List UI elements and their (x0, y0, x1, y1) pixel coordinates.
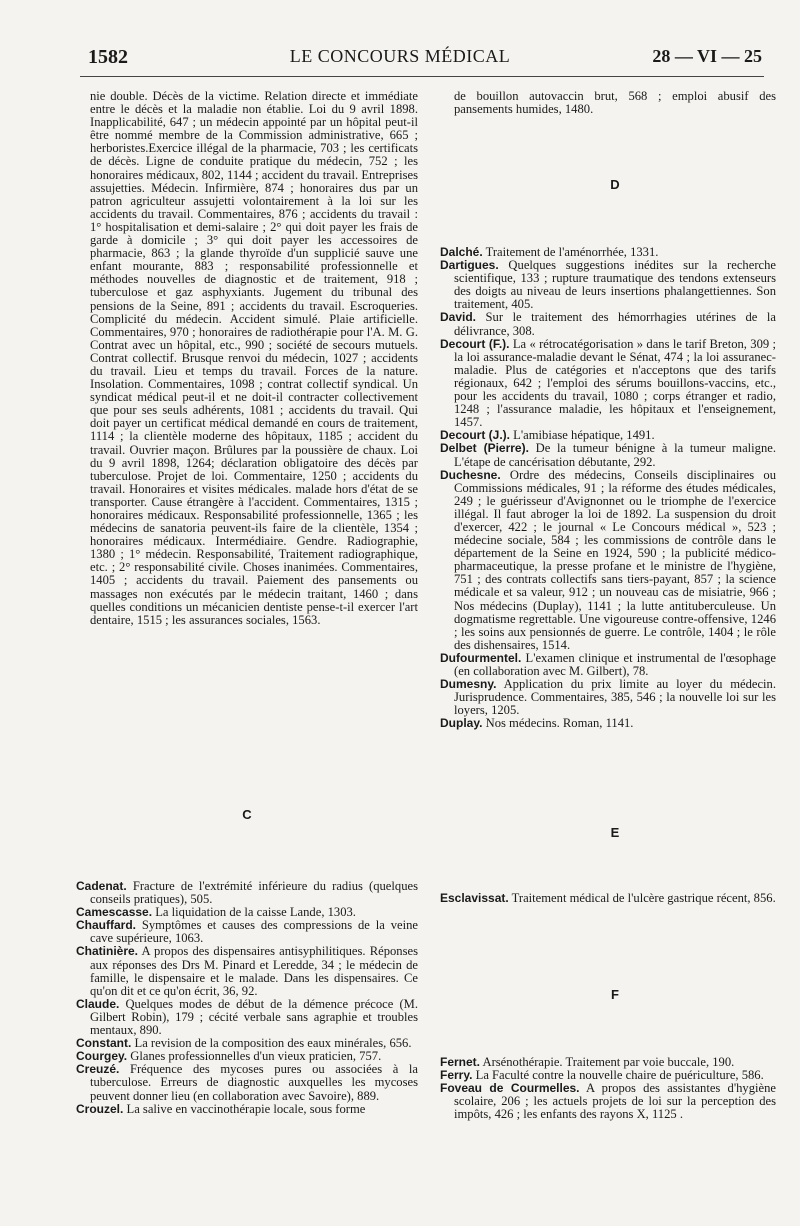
entry-text: Sur le traitement des hémorrhagies utérines de la délivrance, 308. (454, 310, 777, 338)
author-name: Decourt (J.). (440, 428, 511, 443)
page-number: 1582 (88, 46, 128, 68)
section-letter-e: E (610, 825, 620, 840)
author-name: Foveau de Courmelles. (440, 1081, 580, 1096)
entry-text: Fracture de l'extrémité inférieure du radius (quelques conseils pratiques), 505. (90, 879, 418, 907)
index-entry (440, 311, 776, 337)
index-entry (76, 945, 418, 997)
entry-text: La revision de la composition des eaux minérales, 656. (134, 1036, 412, 1051)
continued-entry-text: nie double. Décès de la victime. Relation directe et immédiate entre le décès et la maladie non établie. Loi du 9 avril 1898. Inapplicabilité, 647 ; un médecin appointé par un hôpital peut-il être nommé membre de la Commission administrative, 665 ; herboristes.Exercice illégal de la pharmacie, 703 ; les certificats de décès. Ligne de conduite pratique du médecin, 752 ; les honoraires médicaux, 802, 1144 ; accident du travail. Entreprises assujetties. Médecin. Infirmière, 874 ; honoraires dus par un patron agriculteur assujetti volontairement à la loi sur les accidents du travail. Commentaires, 876 ; accidents du travail : 1° hospitalisation et demi-salaire ; 2° qui doit payer les frais de garde à domicile ; 3° qui doit payer les accessoires de pharmacie, 863 ; la glande thyroïde d'un supplicié sauve une enfant mourante, 883 ; responsabilité professionnelle et méthodes nouvelles de diagnostic et de traitement, 918 ; tuberculose et gaz asphyxiants. Jugement du tribunal des pensions de la Seine, 891 ; accidents du travail. Escroqueries. Complicité du médecin. Accident simulé. Plaie artificielle. Commentaires, 970 ; honoraires de radiothérapie pour l'A. M. G. Contrat avec un hôpital, etc., 990 ; société de secours mutuels. Contrat collectif. Brusque renvoi du médecin, 1027 ; accidents du travail. Lieu et temps du travail. Forces de la nature. Insolation. Commentaires, 1098 ; contrat collectif syndical. Un syndicat médical peut-il et ne doit-il contracter collectivement que pour ses seuls adhérents, 1081 ; accidents du travail. Qui doit payer un certificat médical demandé en cours de traitement, 1114 ; la clientèle moderne des hôpitaux, 1185 ; accident du travail. Ouvrier maçon. Brûlures par la poussière de chaux. Loi du 9 avril 1898, 1264; déclaration obligatoire des décès par tuberculose. Projet de loi. Commentaire, 1250 ; accidents du travail. Honoraires et visites médicales. malade hors d'état de se transporter. Cause étrangère à l'accident. Commentaires, 1315 ; honoraires médicaux. Responsabilité professionnelle, 1365 ; les médecins de sanatoria peuvent-ils faire de la clientèle, 1354 ; honoraires médicaux. Intermédiaire. Gendre. Radiographie, 1380 ; 1° médecin. Responsabilité, Traitement radiographique, etc. ; 2° responsabilité civile. Choses inanimées. Commentaires, 1405 ; accidents du travail. Paiement des pansements ou massages non exécutés par le médecin traitant, 1460 ; dans quelles conditions un mécanicien dentiste pense-t-il exercer l'art dentaire, 1515 ; les assurances sociales, 1563. (90, 89, 418, 627)
entry-text: Traitement médical de l'ulcère gastrique récent, 856. (511, 891, 776, 905)
index-entry (440, 892, 776, 905)
author-name: Courgey. (76, 1049, 128, 1064)
journal-title: LE CONCOURS MÉDICAL (289, 46, 511, 66)
author-name: Decourt (F.). (440, 336, 510, 351)
author-name: Crouzel. (76, 1101, 124, 1116)
author-name: Chatinière. (76, 944, 139, 959)
author-name: Claude. (76, 996, 120, 1011)
author-name: Creuzé. (76, 1062, 120, 1077)
continued-entry-right (440, 90, 776, 116)
index-entry (440, 442, 776, 468)
entry-text: La Faculté contre la nouvelle chaire de puériculture, 586. (475, 1068, 764, 1083)
page-header (0, 38, 800, 68)
entry-text: Glanes professionnelles d'un vieux praticien, 757. (130, 1049, 382, 1064)
entry-text: Traitement de l'aménorrhée, 1331. (485, 245, 659, 259)
entry-text: La salive en vaccinothérapie locale, sous forme (126, 1101, 366, 1116)
index-entry (76, 880, 418, 906)
author-name: Duplay. (440, 716, 483, 731)
index-entry (76, 1063, 418, 1102)
entry-text: Quelques modes de début de la démence précoce (M. Gilbert Robin), 179 ; cécité verbale sans agraphie et troubles mentaux, 890. (90, 996, 418, 1038)
index-entry (440, 652, 776, 678)
entry-text: Fréquence des mycoses pures ou associées à la tuberculose. Erreurs de diagnostic auxquelles les mycoses peuvent donner lieu (en collaboration avec Savoire), 889. (90, 1062, 418, 1103)
index-entry (76, 998, 418, 1037)
author-name: Dartigues. (440, 258, 499, 273)
entry-text: Ordre des médecins, Conseils disciplinaires ou Commissions médicales, 91 ; la réforme des études médicales, 249 ; le guérisseur d'Avignonnet ou le triomphe de l'exercice illégal. Il faut abroger la loi de 1892. La suspension du droit d'exercer, 422 ; le journal « Le Concours médical », 523 ; médecine sociale, 584 ; les commissions de contrôle dans le département de la Seine en 1924, 590 ; la publicité médico-pharmaceutique, la presse profane et le ministre de l'hygiène, 751 ; des contrats collectifs sans tiers-payant, 857 ; la science médicale et sa valeur, 912 ; un nouveau cas de misiatrie, 966 ; Nos médecins (Duplay), 1141 ; la lutte antituberculeuse. Un dogmatisme regrettable. Une vigoureuse contre-offensive, 1246 ; les soins aux pensionnés de guerre. Le contrôle, 1404 ; le rôle des dishensaires, 1514. (454, 467, 776, 652)
entry-text: La liquidation de la caisse Lande, 1303. (155, 905, 356, 920)
author-name: Cadenat. (76, 879, 127, 893)
author-name: David. (440, 310, 477, 325)
author-name: Fernet. (440, 1055, 481, 1069)
entry-text: Application du prix limite au loyer du médecin. Jurisprudence. Commentaires, 385, 546 ; la nouvelle loi sur les loyers, 1205. (454, 677, 776, 718)
entries-d (440, 246, 776, 730)
author-name: Camescasse. (76, 905, 153, 920)
author-name: Dumesny. (440, 677, 497, 692)
header-rule (80, 76, 764, 77)
entry-text: L'examen clinique et instrumental de l'œsophage (en collaboration avec M. Gilbert), 78. (454, 650, 776, 678)
continued-entry-text: de bouillon autovaccin brut, 568 ; emploi abusif des pansements humides, 1480. (454, 89, 776, 117)
entry-text: Arsénothérapie. Traitement par voie buccale, 190. (482, 1055, 735, 1069)
section-letter-d: D (610, 177, 620, 192)
entries-c (76, 880, 418, 1116)
entry-text: A propos des assistantes d'hygiène scolaire, 206 ; les actuels projets de loi sur la perception des impôts, 426 ; les enfants des rayons X, 1125 . (454, 1081, 776, 1122)
author-name: Delbet (Pierre). (440, 441, 529, 456)
author-name: Dalché. (440, 245, 483, 259)
entry-text: Nos médecins. Roman, 1141. (485, 716, 634, 731)
entries-e (440, 892, 776, 905)
section-letter-f: F (611, 987, 619, 1002)
issue-date: 28 — VI — 25 (652, 46, 762, 66)
index-entry (440, 338, 776, 430)
entry-text: De la tumeur bénigne à la tumeur maligne. L'étape de cancérisation débutante, 292. (454, 441, 776, 469)
author-name: Duchesne. (440, 467, 501, 482)
index-entry (440, 678, 776, 717)
author-name: Esclavissat. (440, 891, 509, 905)
index-entry (440, 717, 776, 730)
entry-text: La « rétrocatégorisation » dans le tarif Breton, 309 ; la loi assurance-maladie devant le Sénat, 474 ; la loi assuranec-maladie. Plus de catégories et n'acceptons que des tarifs régionaux, 642 ; l'emploi des sérums bouillons-vaccins, etc., pour les accidents du travail, 1080 ; corps étranger et radio, 1248 ; l'assurance maladie, les hôpitaux et l'enseignement, 1457. (454, 336, 776, 430)
index-entry (76, 1103, 418, 1116)
entries-f (440, 1056, 776, 1121)
index-entry (440, 1082, 776, 1121)
index-entry (440, 469, 776, 652)
entry-text: Symptômes et causes des compressions de la veine cave supérieure, 1063. (90, 918, 418, 946)
author-name: Dufourmentel. (440, 650, 522, 665)
entry-text: Quelques suggestions inédites sur la recherche scientifique, 133 ; rupture traumatique des tendons extenseurs des doigts au niveau de leurs insertions phalangettiennes. Son traitement, 405. (454, 258, 776, 312)
index-entry (440, 259, 776, 311)
author-name: Ferry. (440, 1068, 473, 1083)
section-letter-c: C (242, 807, 252, 822)
entry-text: A propos des dispensaires antisyphilitiques. Réponses aux réponses des Drs M. Pinard et Leredde, 34 ; le médecin de famille, le dispensaire et le malade. Dans les dispensaires. Ce qu'on dit et ce qu'on écrit, 36, 92. (90, 944, 418, 998)
entry-text: L'amibiase hépatique, 1491. (513, 428, 655, 443)
author-name: Constant. (76, 1036, 132, 1051)
continued-entry-left (76, 90, 418, 627)
author-name: Chauffard. (76, 918, 136, 933)
index-entry (76, 919, 418, 945)
